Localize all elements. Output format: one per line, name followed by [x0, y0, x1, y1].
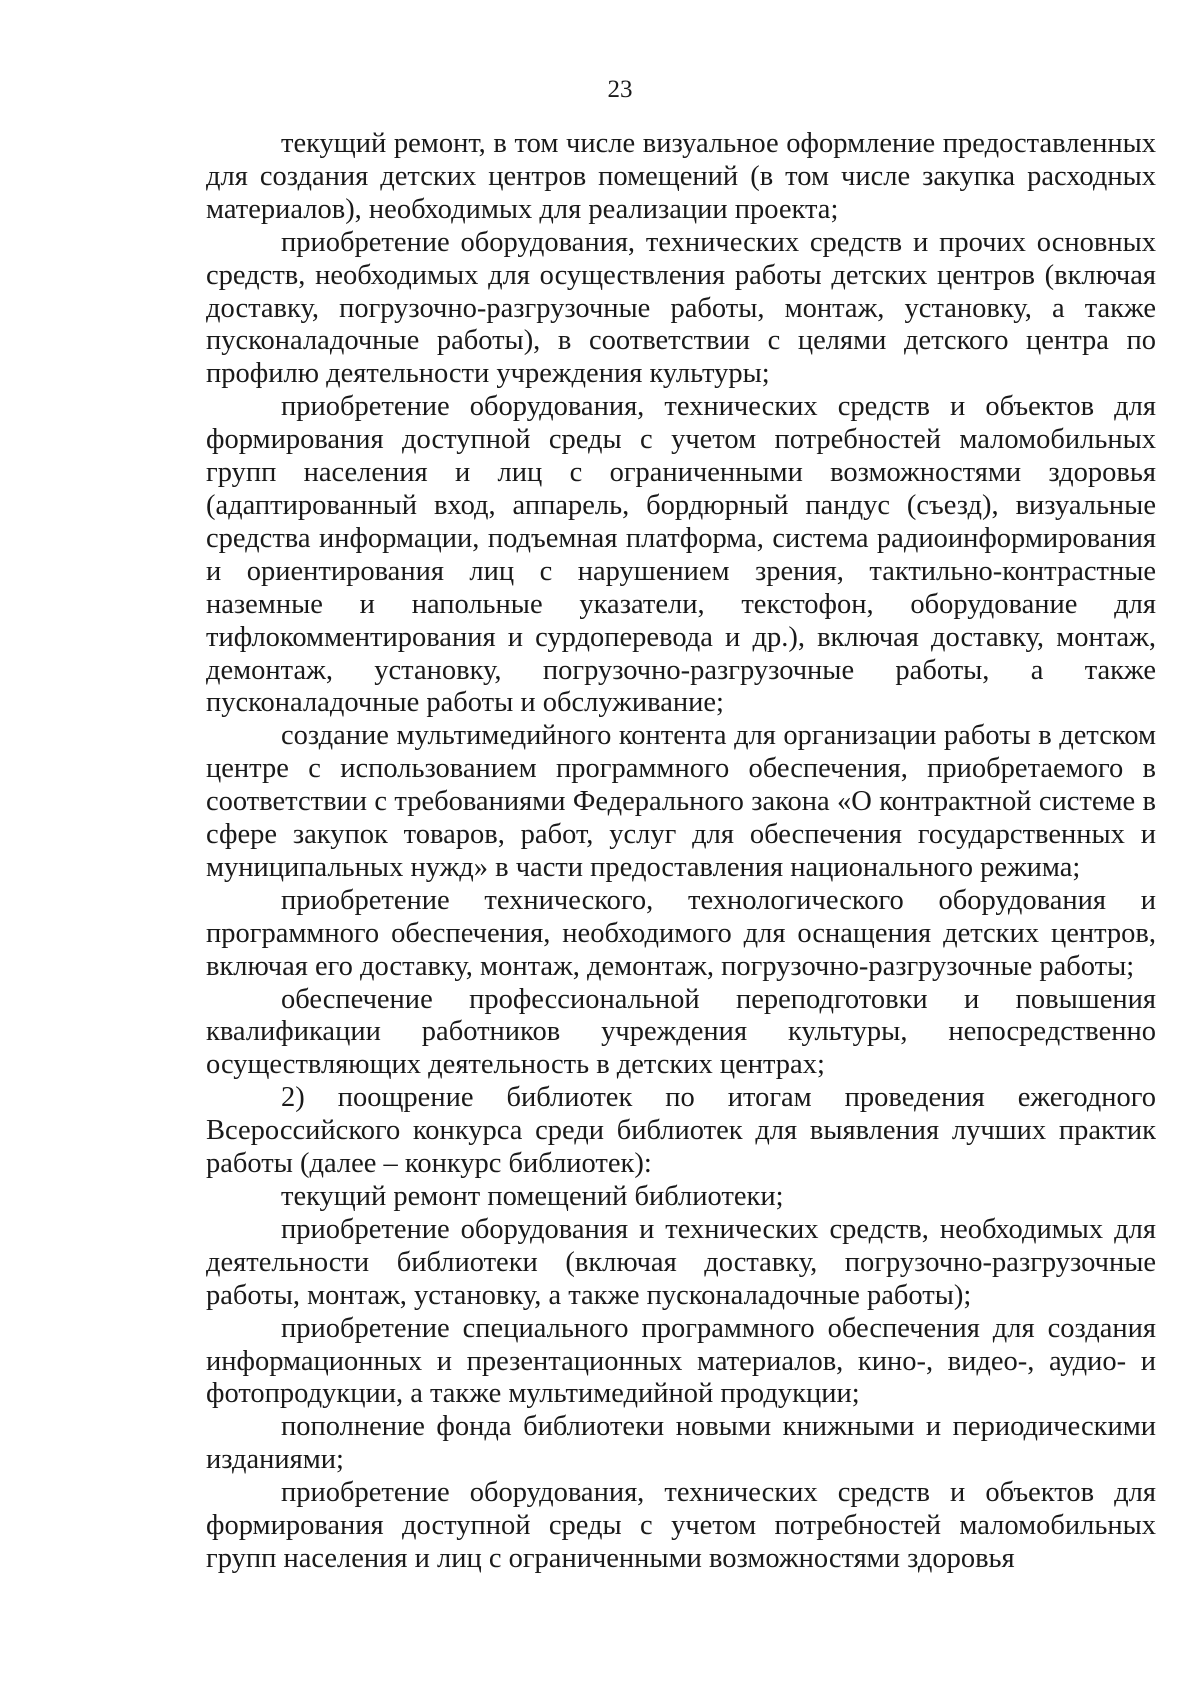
document-body — [206, 128, 1156, 1576]
paragraph-library-repair: текущий ремонт помещений библиотеки; — [281, 1181, 784, 1212]
paragraph-library-equipment: приобретение оборудования и технических средств, необходимых для деятельности библиотеки (включая доставку, погрузочно-разгрузочные работы, монтаж, установку, а также пусконаладочные работы); — [206, 1213, 1156, 1311]
paragraph-professional-training: обеспечение профессиональной переподготовки и повышения квалификации работников учреждения культуры, непосредственно осуществляющих деятельность в детских центрах; — [206, 983, 1156, 1081]
paragraph-multimedia-content: создание мультимедийного контента для организации работы в детском центре с использованием программного обеспечения, приобретаемого в соответствии с требованиями Федерального закона «О контрактной системе в сфере закупок товаров, работ, услуг для обеспечения государственных и муниципальных нужд» в части предоставления национального режима; — [206, 720, 1156, 883]
paragraph-technical-equipment-software: приобретение технического, технологического оборудования и программного обеспечения, необходимого для оснащения детских центров, включая его доставку, монтаж, демонтаж, погрузочно-разгрузочные работы; — [206, 884, 1156, 982]
page-number: 23 — [607, 76, 633, 103]
paragraph-library-fund: пополнение фонда библиотеки новыми книжными и периодическими изданиями; — [206, 1411, 1156, 1476]
paragraph-current-repair-children-centers: текущий ремонт, в том числе визуальное оформление предоставленных для создания детских центров помещений (в том числе закупка расходных материалов), необходимых для реализации проекта; — [206, 128, 1156, 225]
paragraph-special-software: приобретение специального программного обеспечения для создания информационных и презентационных материалов, кино-, видео-, аудио- и фотопродукции, а также мультимедийной продукции; — [206, 1312, 1156, 1410]
paragraph-library-contest-incentive: 2) поощрение библиотек по итогам проведения ежегодного Всероссийского конкурса среди библиотек для выявления лучших практик работы (далее – конкурс библиотек): — [206, 1082, 1156, 1180]
paragraph-accessible-environment: приобретение оборудования, технических средств и объектов для формирования доступной среды с учетом потребностей маломобильных групп населения и лиц с ограниченными возможностями здоровья (адаптированный вход, аппарель, бордюрный пандус (съезд), визуальные средства информации, подъемная платформа, система радиоинформирования и ориентирования лиц с нарушением зрения, тактильно-контрастные наземные и напольные указатели, текстофон, оборудование для тифлокомментирования и сурдоперевода и др.), включая доставку, монтаж, демонтаж, установку, погрузочно-разгрузочные работы, а также пусконаладочные работы и обслуживание; — [206, 391, 1156, 719]
paragraph-equipment-acquisition: приобретение оборудования, технических средств и прочих основных средств, необходимых для осуществления работы детских центров (включая доставку, погрузочно-разгрузочные работы, монтаж, установку, а также пусконаладочные работы), в соответствии с целями детского центра по профилю деятельности учреждения культуры; — [206, 226, 1156, 390]
paragraph-library-accessible-environment: приобретение оборудования, технических средств и объектов для формирования доступной среды с учетом потребностей маломобильных групп населения и лиц с ограниченными возможностями здоровья — [206, 1477, 1156, 1574]
